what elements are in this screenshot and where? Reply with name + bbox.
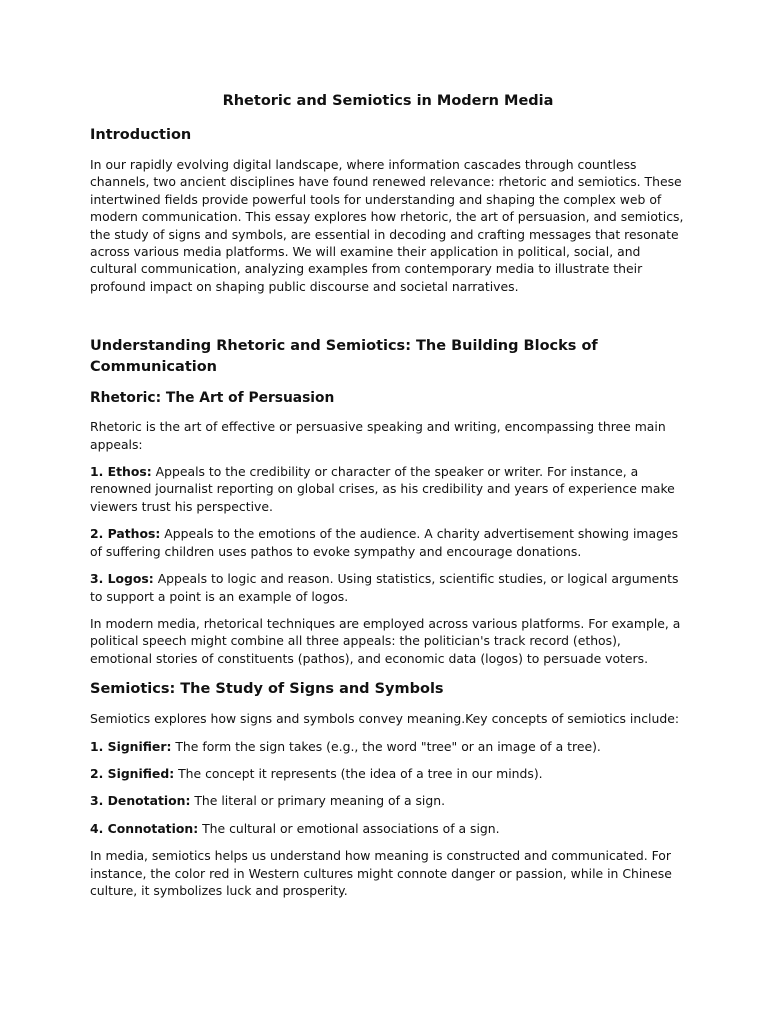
rhetoric-heading: Rhetoric: The Art of Persuasion — [90, 390, 335, 407]
semiotics-closing: In media, semiotics helps us understand how meaning is constructed and communicated. For instance, the color red in Western cultures might connote danger or passion, while in Chinese culture, it symbolizes luck and prosperity. — [90, 848, 672, 898]
rhetoric-desc-ethos: Appeals to the credibility or character of the speaker or writer. For instance, a renowned journalist reporting on global crises, as his credibility and years of experience make viewers trust his perspective. — [90, 464, 675, 514]
semiotics-desc-signifier: The form the sign takes (e.g., the word "tree" or an image of a tree). — [171, 738, 601, 754]
semiotics-term-connotation: 4. Connotation: — [90, 820, 199, 836]
rhetoric-item-pathos — [90, 525, 686, 560]
semiotics-desc-connotation: The cultural or emotional associations of a sign. — [198, 820, 500, 836]
rhetoric-desc-logos: Appeals to logic and reason. Using statistics, scientific studies, or logical arguments to support a point is an example of logos. — [90, 571, 679, 604]
rhetoric-item-ethos — [90, 463, 686, 515]
rhetoric-term-pathos: 2. Pathos: — [90, 526, 161, 542]
rhetoric-term-logos: 3. Logos: — [90, 571, 154, 587]
semiotics-heading: Semiotics: The Study of Signs and Symbols — [90, 681, 444, 698]
semiotics-item-connotation — [90, 820, 686, 837]
section-heading-building-blocks: Understanding Rhetoric and Semiotics: The Building Blocks of Communication — [90, 338, 598, 376]
rhetoric-term-ethos: 1. Ethos: — [90, 464, 152, 480]
rhetoric-intro: Rhetoric is the art of effective or persuasive speaking and writing, encompassing three main appeals: — [90, 419, 666, 452]
semiotics-term-denotation: 3. Denotation: — [90, 793, 191, 809]
document-title: Rhetoric and Semiotics in Modern Media — [222, 93, 554, 109]
rhetoric-desc-pathos: Appeals to the emotions of the audience. A charity advertisement showing images of suffering children uses pathos to evoke sympathy and encourage donations. — [90, 526, 679, 559]
semiotics-intro: Semiotics explores how signs and symbols convey meaning.Key concepts of semiotics include: — [90, 711, 680, 727]
semiotics-desc-signified: The concept it represents (the idea of a tree in our minds). — [174, 765, 543, 781]
semiotics-term-signified: 2. Signified: — [90, 765, 175, 781]
intro-heading: Introduction — [90, 127, 192, 143]
semiotics-item-signifier — [90, 738, 686, 755]
semiotics-item-signified — [90, 765, 686, 782]
intro-paragraph: In our rapidly evolving digital landscape, where information cascades through countless channels, two ancient disciplines have found renewed relevance: rhetoric and semiotics. These intertwined fields provide powerful tools for understanding and shaping the complex web of modern communication. This essay explores how rhetoric, the art of persuasion, and semiotics, the study of signs and symbols, are essential in decoding and crafting messages that resonate across various media platforms. We will examine their application in political, social, and cultural communication, analyzing examples from contemporary media to illustrate their profound impact on shaping public discourse and societal narratives. — [90, 157, 684, 294]
semiotics-term-signifier: 1. Signifier: — [90, 738, 172, 754]
semiotics-desc-denotation: The literal or primary meaning of a sign. — [190, 793, 446, 809]
rhetoric-closing: In modern media, rhetorical techniques are employed across various platforms. For example, a political speech might combine all three appeals: the politician's track record (ethos), emotional stories of constituents (pathos), and economic data (logos) to persuade voters. — [90, 615, 681, 666]
document-page — [90, 91, 686, 899]
semiotics-item-denotation — [90, 792, 686, 809]
rhetoric-item-logos — [90, 570, 686, 605]
